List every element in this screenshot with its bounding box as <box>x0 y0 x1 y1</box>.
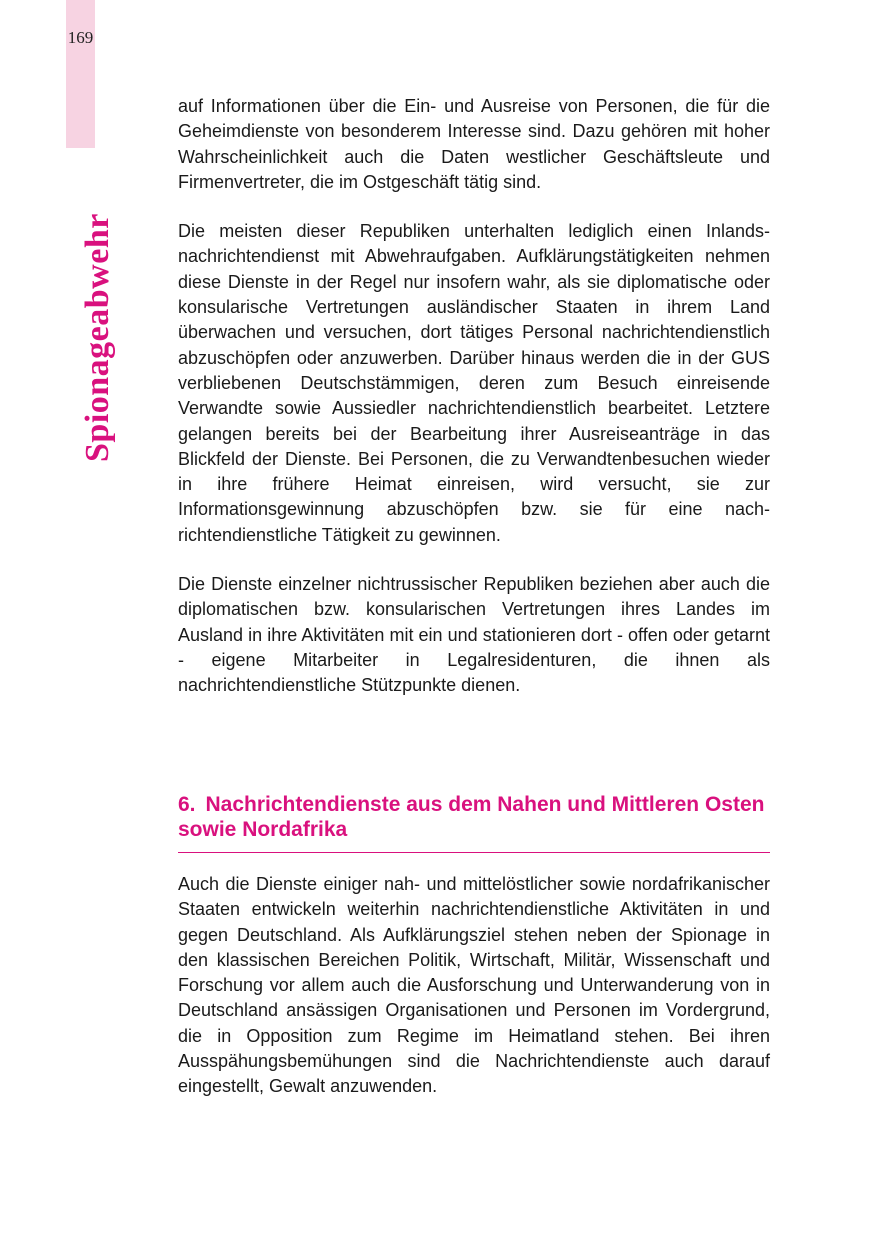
body-text <box>178 94 770 723</box>
paragraph: Auch die Dienste einiger nah- und mittelöstlicher sowie nordafrikanischer Staaten entwickeln weiterhin nachrichtendienstliche Aktivitäten in und gegen Deutschland. Als Aufklärungsziel stehen neben der Spionage in den klassischen Bereichen Politik, Wirtschaft, Militär, Wissenschaft und Forschung vor allem auch die Ausforschung und Unterwanderung von in Deutschland ansässigen Organisationen und Personen im Vordergrund, die in Opposition zum Regime im Heimatland stehen. Bei ihren Ausspähungsbemühungen sind die Nachrichtendienste auch darauf eingestellt, Gewalt anzuwenden. <box>178 874 770 1097</box>
section-heading <box>178 792 770 853</box>
section-tab-marker <box>66 0 95 148</box>
section-body <box>178 872 770 1124</box>
section-number: 6. <box>178 793 196 816</box>
section-label: Spionageabwehr <box>79 213 116 462</box>
section-title: Nachrichtendienste aus dem Nahen und Mittleren Osten sowie Nordafrika <box>178 793 765 841</box>
page-number: 169 <box>67 28 94 47</box>
paragraph: Die meisten dieser Republiken unterhalten lediglich einen Inlandsnachrichtendienst mit Abwehraufgaben. Aufklärungstätigkeiten nehmen diese Dienste in der Regel nur insofern wahr, als sie diplomatische oder konsularische Vertretungen ausländischer Staaten in ihrem Land überwachen und versuchen, dort tätiges Personal nachrichtendienstlich abzuschöpfen oder anzuwerben. Darüber hinaus werden die in der GUS verbliebenen Deutschstämmigen, deren zum Besuch einreisende Verwandte sowie Aussiedler nachrichtendienstlich bearbeitet. Letztere gelangen bereits bei der Bearbeitung ihrer Ausreiseanträge in das Blickfeld der Dienste. Bei Personen, die zu Verwandtenbesuchen wieder in ihre frühere Heimat einreisen, wird versucht, sie zur Informationsgewinnung abzuschöpfen bzw. sie für eine nachrichtendienstliche Tätigkeit zu gewinnen. <box>178 221 770 545</box>
paragraph: auf Informationen über die Ein- und Ausreise von Personen, die für die Geheimdienste von besonderem Interesse sind. Dazu gehören mit hoher Wahrscheinlichkeit auch die Daten westlicher Geschäftsleute und Firmenvertreter, die im Ostgeschäft tätig sind. <box>178 96 770 192</box>
paragraph: Die Dienste einzelner nichtrussischer Republiken beziehen aber auch die diplomatischen bzw. konsularischen Vertretungen ihres Landes im Ausland in ihre Aktivitäten mit ein und stationieren dort - offen oder getarnt - eigene Mitarbeiter in Legalresidenturen, die ihnen als nachrichtendienstliche Stützpunkte dienen. <box>178 574 770 696</box>
